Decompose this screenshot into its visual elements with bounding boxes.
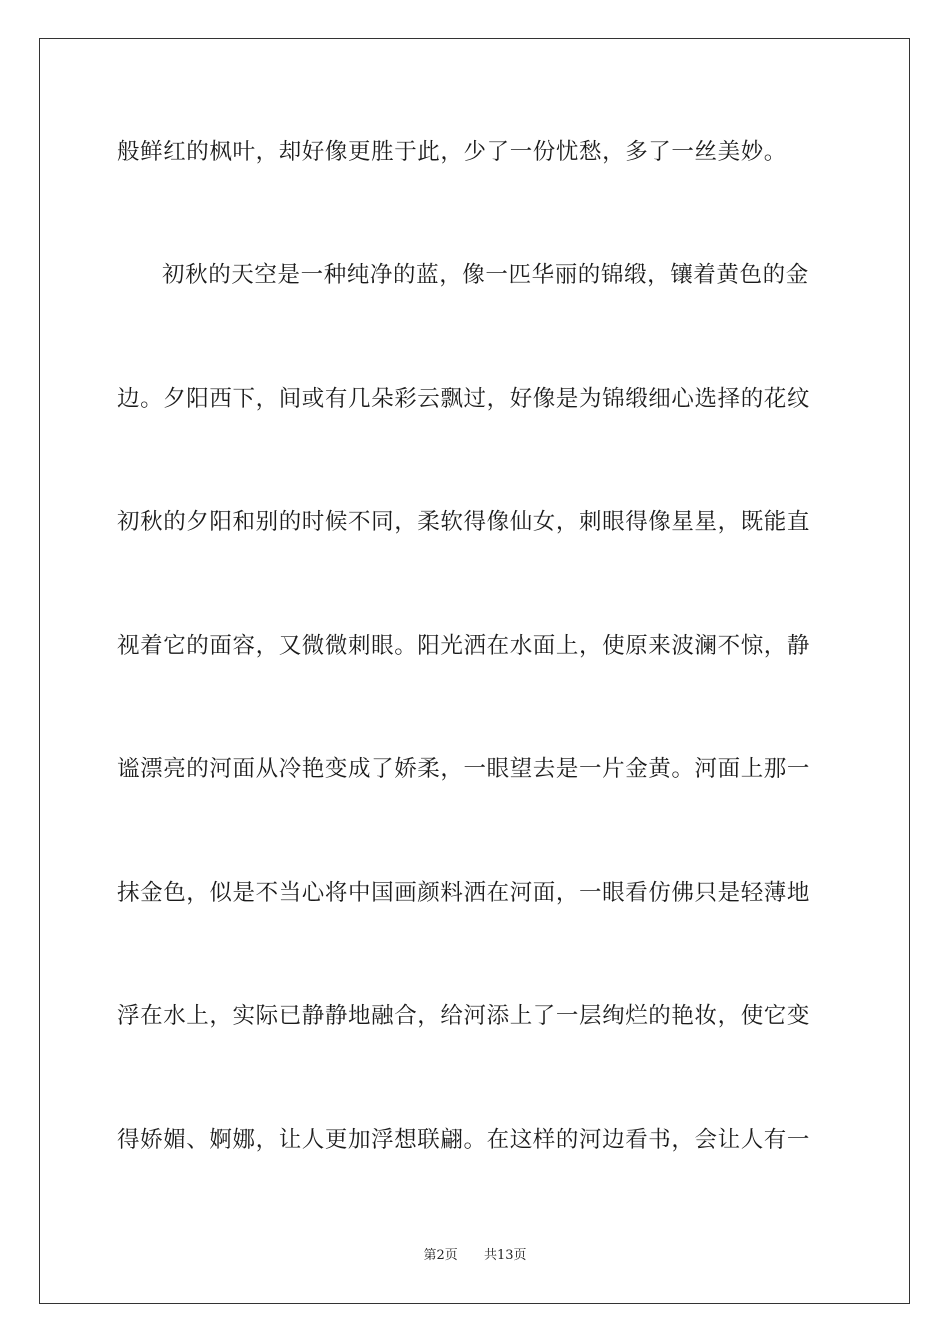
text-line-3: 边。夕阳西下，间或有几朵彩云飘过，好像是为锦缎细心选择的花纹: [117, 386, 811, 412]
text-line-5: 视着它的面容，又微微刺眼。阳光洒在水面上，使原来波澜不惊，静: [117, 633, 811, 659]
page-number: 第2页: [423, 1248, 458, 1263]
page-border: [39, 38, 910, 1304]
text-line-8: 浮在水上，实际已静静地融合，给河添上了一层绚烂的艳妆，使它变: [117, 1003, 811, 1029]
text-line-7: 抹金色，似是不当心将中国画颜料洒在河面，一眼看仿佛只是轻薄地: [117, 880, 811, 906]
text-line-1: 般鲜红的枫叶，却好像更胜于此，少了一份忧愁，多了一丝美妙。: [117, 139, 787, 165]
text-line-6: 谧漂亮的河面从冷艳变成了娇柔，一眼望去是一片金黄。河面上那一: [117, 756, 811, 782]
page-footer: [0, 1248, 950, 1264]
text-line-2: 初秋的天空是一种纯净的蓝，像一匹华丽的锦缎，镶着黄色的金: [162, 262, 809, 288]
page-total: 共13页: [484, 1248, 527, 1263]
text-line-9: 得娇媚、婀娜，让人更加浮想联翩。在这样的河边看书，会让人有一: [117, 1127, 811, 1153]
text-line-4: 初秋的夕阳和别的时候不同，柔软得像仙女，刺眼得像星星，既能直: [117, 509, 811, 535]
